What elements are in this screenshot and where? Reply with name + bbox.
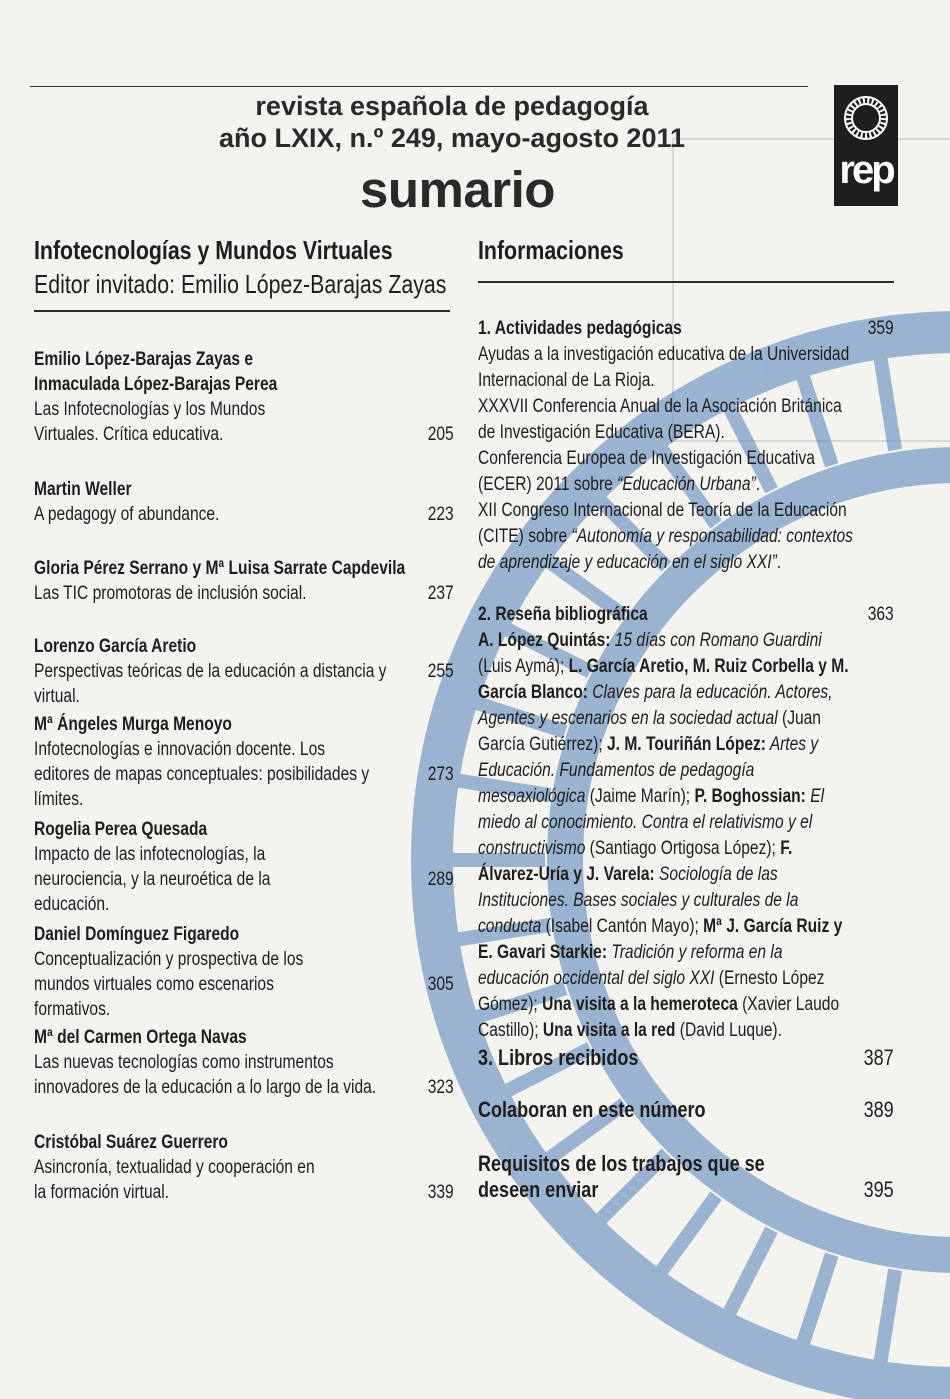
entry-title: Las TIC promotoras de inclusión social. bbox=[34, 583, 307, 604]
activity-punct: . bbox=[776, 552, 782, 573]
review-book: 15 días con Romano Guardini bbox=[610, 630, 822, 651]
entry-author: Rogelia Perea Quesada bbox=[34, 819, 208, 840]
review-author: F. Álvarez-Uría y J. Varela: bbox=[478, 838, 793, 885]
left-section-title: Infotecnologías y Mundos Virtuales bbox=[34, 235, 393, 265]
entry-page: 323 bbox=[428, 1077, 454, 1098]
contributors-page: 389 bbox=[863, 1097, 894, 1122]
review-reviewer: (Ernesto López Gómez); bbox=[478, 968, 825, 1015]
entry-title: Las Infotecnologías y los Mundos Virtuales. Crítica educativa. bbox=[34, 399, 266, 445]
toc-entry[interactable] bbox=[34, 634, 454, 707]
review-feature: Una visita a la red bbox=[542, 1020, 676, 1041]
requirements-page: 395 bbox=[863, 1177, 894, 1202]
activity-theme: “Educación Urbana” bbox=[617, 474, 756, 495]
page-title: sumario bbox=[360, 161, 555, 218]
review-page: 363 bbox=[868, 604, 894, 625]
review-reviewer: (Jaime Marín); bbox=[585, 786, 695, 807]
activities-section[interactable] bbox=[478, 316, 894, 576]
issue-info: año LXIX, n.º 249, mayo-agosto 2011 bbox=[218, 123, 686, 153]
entry-title: Las nuevas tecnologías como instrumentos innovadores de la educación a lo largo de la vida. bbox=[34, 1052, 377, 1098]
entry-page: 237 bbox=[428, 583, 454, 604]
activity-theme: “Autonomía y responsabilidad: contextos de aprendizaje y educación en el siglo XXI” bbox=[478, 526, 853, 573]
review-body bbox=[478, 628, 855, 1044]
review-author: Mª J. García Ruiz y E. Gavari Starkie: bbox=[478, 916, 843, 963]
review-author: L. García Aretio, M. Ruiz Corbella y M. García Blanco: bbox=[478, 656, 849, 703]
toc-entry[interactable] bbox=[34, 477, 454, 527]
toc-entry[interactable] bbox=[34, 1130, 454, 1205]
toc-entry[interactable] bbox=[34, 817, 454, 915]
rep-logo bbox=[834, 85, 898, 206]
left-rule bbox=[34, 310, 450, 312]
wheel-spoke bbox=[729, 1230, 771, 1313]
entry-author: Lorenzo García Aretio bbox=[34, 636, 197, 657]
wheel-spoke bbox=[881, 1270, 896, 1362]
entry-author: Martin Weller bbox=[34, 479, 132, 500]
entry-title: Perspectivas teóricas de la educación a distancia y virtual. bbox=[34, 661, 387, 707]
entry-author: Cristóbal Suárez Guerrero bbox=[34, 1132, 228, 1153]
contributors-heading: Colaboran en este número bbox=[478, 1097, 706, 1122]
activity-text: XII Congreso Internacional de Teoría de la Educación (CITE) sobre bbox=[478, 500, 847, 547]
requirements-section[interactable] bbox=[478, 1151, 894, 1203]
wheel-spoke bbox=[803, 1255, 832, 1343]
review-author: A. López Quintás: bbox=[478, 630, 611, 651]
review-book: Claves para la educación. Actores, Agentes y escenarios en la sociedad actual bbox=[478, 682, 833, 729]
entry-author: Daniel Domínguez Figaredo bbox=[34, 924, 240, 945]
ring-icon bbox=[841, 93, 891, 143]
activity-text: Conferencia Europea de Investigación Educativa (ECER) 2011 sobre bbox=[478, 448, 815, 495]
toc-entry[interactable] bbox=[34, 556, 454, 606]
entry-author: Mª del Carmen Ortega Navas bbox=[34, 1027, 247, 1048]
review-author: J. M. Touriñán López: bbox=[607, 734, 766, 755]
requirements-heading: Requisitos de los trabajos que se deseen enviar bbox=[478, 1151, 765, 1202]
guest-editor: Editor invitado: Emilio López-Barajas Zayas bbox=[34, 269, 447, 299]
activity-punct: . bbox=[755, 474, 761, 495]
entry-page: 273 bbox=[428, 764, 454, 785]
entry-page: 205 bbox=[428, 424, 454, 445]
review-author: P. Boghossian: bbox=[694, 786, 806, 807]
review-section[interactable] bbox=[478, 602, 894, 1044]
review-reviewer: (Isabel Cantón Mayo); bbox=[541, 916, 704, 937]
activities-page: 359 bbox=[868, 318, 894, 339]
review-book: El miedo al conocimiento. Contra el relativismo y el constructivismo bbox=[478, 786, 825, 859]
entry-page: 255 bbox=[428, 661, 454, 682]
entry-title: Asincronía, textualidad y cooperación en la formación virtual. bbox=[34, 1157, 315, 1203]
review-reviewer: (Santiago Ortigosa López); bbox=[585, 838, 781, 859]
books-heading: 3. Libros recibidos bbox=[478, 1045, 639, 1070]
entry-author: Emilio López-Barajas Zayas e Inmaculada López-Barajas Perea bbox=[34, 349, 278, 395]
activity-item bbox=[478, 446, 855, 498]
entry-author: Gloria Pérez Serrano y Mª Luisa Sarrate Capdevila bbox=[34, 558, 406, 579]
journal-name: revista española de pedagogía bbox=[255, 91, 649, 121]
review-reviewer: (Xavier Laudo Castillo); bbox=[478, 994, 840, 1041]
logo-text: rep bbox=[839, 148, 893, 192]
toc-entry[interactable] bbox=[34, 347, 454, 447]
activities-heading: 1. Actividades pedagógicas bbox=[478, 318, 682, 339]
entry-title: Infotecnologías e innovación docente. Los editores de mapas conceptuales: posibilidades y límites. bbox=[34, 739, 370, 810]
entry-page: 289 bbox=[428, 869, 454, 890]
books-page: 387 bbox=[863, 1045, 894, 1070]
review-book: Tradición y reforma en la educación occidental del siglo XXI bbox=[478, 942, 783, 989]
toc-entry[interactable] bbox=[34, 922, 454, 1020]
right-section-title: Informaciones bbox=[478, 235, 624, 265]
toc-entry[interactable] bbox=[34, 1025, 454, 1100]
entry-title: Impacto de las infotecnologías, la neurociencia, y la neuroética de la educación. bbox=[34, 844, 271, 915]
entry-page: 223 bbox=[428, 504, 454, 525]
entry-page: 339 bbox=[428, 1182, 454, 1203]
review-book: Sociología de las Instituciones. Bases sociales y culturales de la conducta bbox=[478, 864, 799, 937]
review-reviewer: (Juan García Gutiérrez); bbox=[478, 708, 821, 755]
entry-author: Mª Ángeles Murga Menoyo bbox=[34, 714, 232, 735]
entry-page: 305 bbox=[428, 974, 454, 995]
review-feature: Una visita a la hemeroteca bbox=[542, 994, 738, 1015]
activity-item: XXXVII Conferencia Anual de la Asociación Británica de Investigación Educativa (BERA). bbox=[478, 396, 842, 443]
activity-item: Ayudas a la investigación educativa de la Universidad Internacional de La Rioja. bbox=[478, 344, 850, 391]
wheel-spoke bbox=[661, 1196, 716, 1271]
review-heading: 2. Reseña bibliográfica bbox=[478, 604, 648, 625]
contributors-section[interactable] bbox=[478, 1097, 894, 1123]
header-rule bbox=[30, 86, 808, 87]
right-rule bbox=[478, 281, 894, 283]
review-reviewer: (Luis Aymá); bbox=[478, 656, 569, 677]
activity-item bbox=[478, 498, 855, 576]
review-book: Artes y Educación. Fundamentos de pedagogía mesoaxiológica bbox=[478, 734, 819, 807]
entry-title: A pedagogy of abundance. bbox=[34, 504, 220, 525]
books-section[interactable] bbox=[478, 1045, 894, 1071]
toc-entry[interactable] bbox=[34, 712, 454, 810]
entry-title: Conceptualización y prospectiva de los mundos virtuales como escenarios formativos. bbox=[34, 949, 304, 1020]
review-reviewer: (David Luque). bbox=[675, 1020, 782, 1041]
